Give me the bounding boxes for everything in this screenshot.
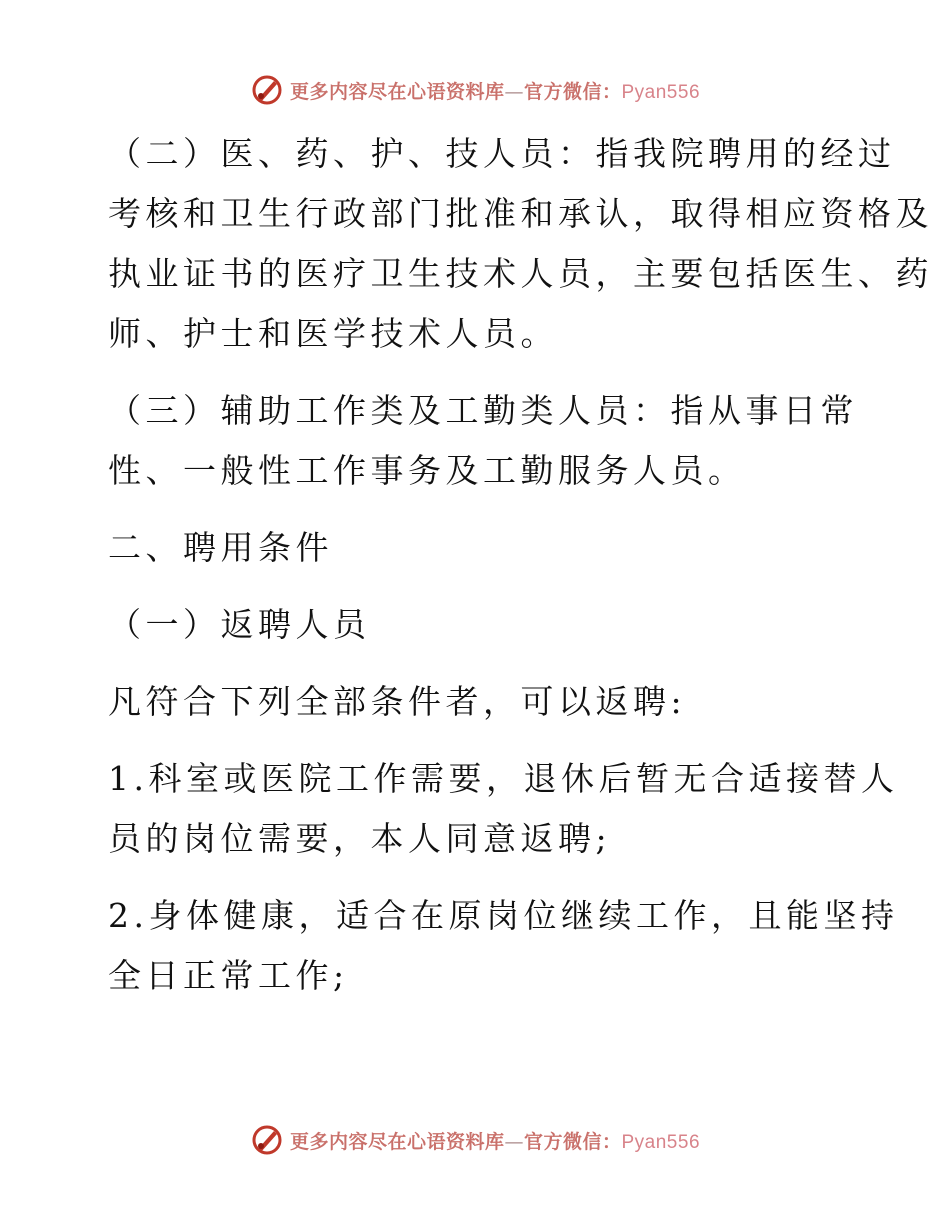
paragraph-medical-staff: （二）医、药、护、技人员：指我院聘用的经过 考核和卫生行政部门批准和承认，取得相应资格及 执业证书的医疗卫生技术人员，主要包括医生、药 师、护士和医学技术人员。 <box>108 134 933 353</box>
brush-logo-icon <box>250 1123 284 1157</box>
subsection-heading-rehire: （一）返聘人员 <box>108 605 371 644</box>
paragraph-auxiliary-staff: （三）辅助工作类及工勤类人员：指从事日常 性、一般性工作事务及工勤服务人员。 <box>108 391 858 490</box>
list-item-condition-1: 1.科室或医院工作需要，退休后暂无合适接替人 员的岗位需要，本人同意返聘; <box>108 759 899 858</box>
document-body <box>98 124 933 1023</box>
footer-watermark <box>0 1120 950 1160</box>
section-heading-conditions: 二、聘用条件 <box>108 528 333 567</box>
list-item-condition-2: 2.身体健康，适合在原岗位继续工作，且能坚持 全日正常工作; <box>108 896 899 995</box>
paragraph-rehire-intro: 凡符合下列全部条件者，可以返聘: <box>108 682 687 721</box>
header-watermark <box>0 70 950 110</box>
brush-logo-icon <box>250 73 284 107</box>
watermark-text: 更多内容尽在心语资料库—官方微信：Pyan556 <box>289 1130 701 1153</box>
watermark-text: 更多内容尽在心语资料库—官方微信：Pyan556 <box>289 80 701 103</box>
